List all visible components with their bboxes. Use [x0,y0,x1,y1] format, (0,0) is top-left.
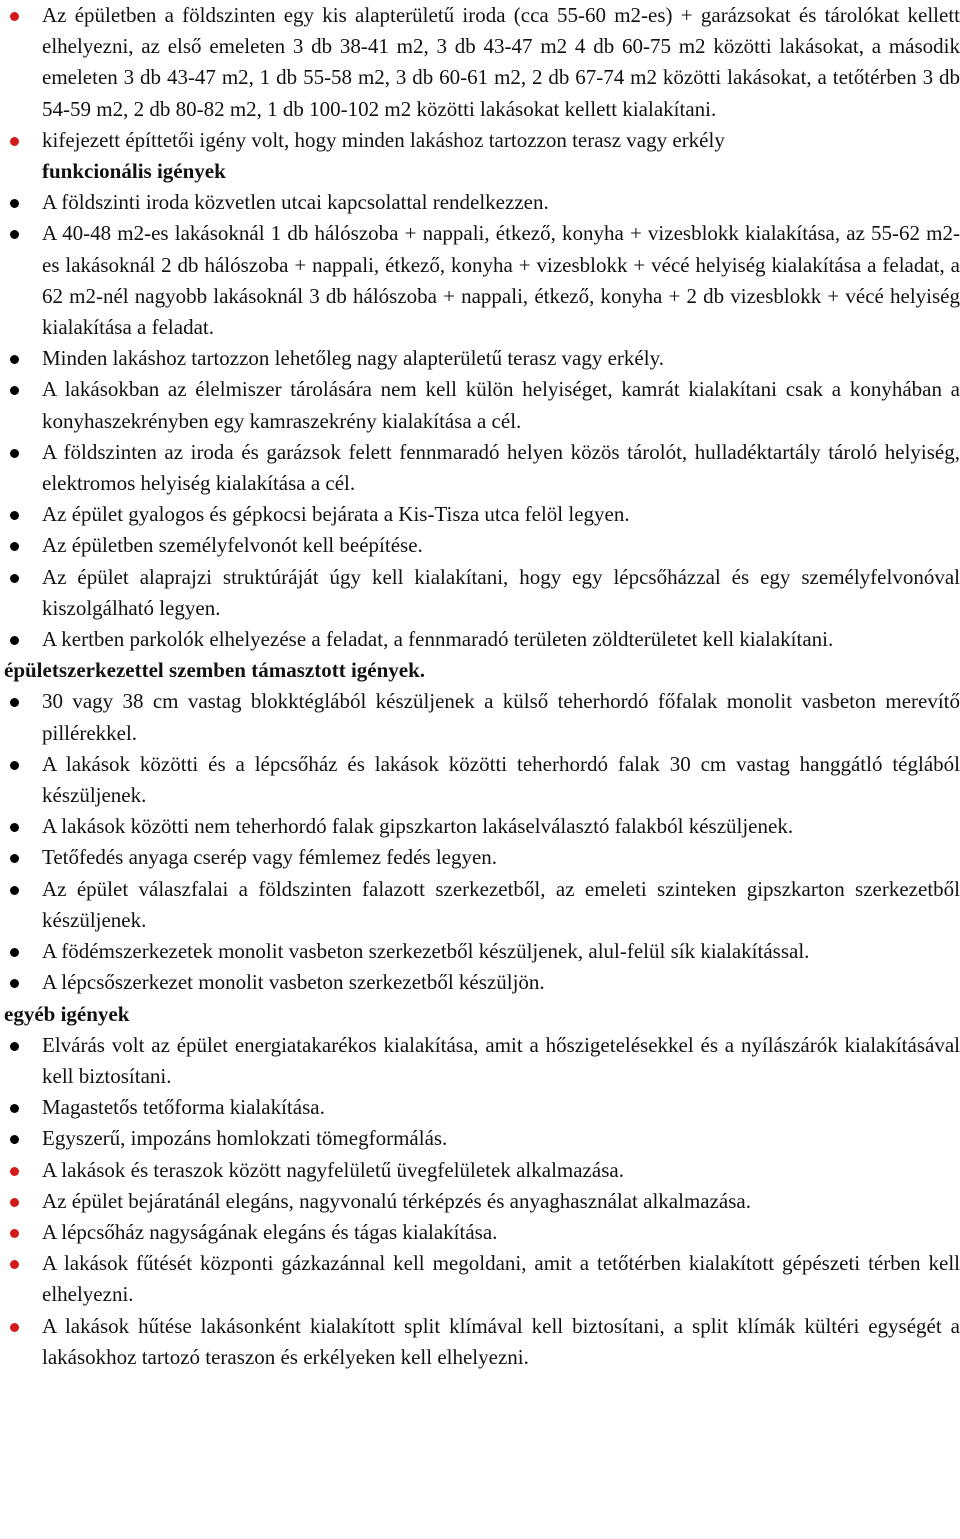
list-item-text: Elvárás volt az épület energiatakarékos kialakítása, amit a hőszigetelésekkel és a nyílászárók kialakításával kell biztosítani. [42,1032,960,1088]
bullet-icon [10,979,19,988]
red-bullet-icon [10,137,19,146]
list-item [4,125,960,156]
list-item [4,1186,960,1217]
list-item-text: A földszinten az iroda és garázsok felett fennmaradó helyen közös tárolót, hulladéktartály tároló helyiség, elektromos helyiség kialakítása a cél. [42,439,960,496]
list-item-text: A födémszerkezetek monolit vasbeton szerkezetből készüljenek, alul-felül sík kialakítással. [42,939,810,964]
list-item-text: Az épület bejáratánál elegáns, nagyvonalú térképzés és anyaghasználat alkalmazása. [42,1188,751,1213]
red-bullet-icon [10,1229,19,1238]
list-item [4,967,960,998]
list-item [4,1030,960,1092]
section-heading: egyéb igények [4,1001,130,1026]
list-item-text: A 40-48 m2-es lakásoknál 1 db hálószoba + nappali, étkező, konyha + vizesblokk kialakítása, az 55-62 m2-es lakásoknál 2 db hálószoba + nappali, étkező, konyha + vizesblokk + vécé helyiség kialakítása a feladat, a 62 m2-nél nagyobb lakásoknál 3 db hálószoba + nappali, étkező, konyha + 2 db vizesblokk + vécé helyiség kialakítása a feladat. [42,221,960,340]
list-item [4,811,960,842]
list-item-text: Az épületben személyfelvonót kell beépítése. [42,533,423,558]
list-item-text: kifejezett építtetői igény volt, hogy minden lakáshoz tartozzon terasz vagy erkély [42,127,725,152]
list-item [4,530,960,561]
section-subheading: funkcionális igények [42,159,226,184]
list-item [4,686,960,748]
bullet-icon [10,886,19,895]
list-item-text: Tetőfedés anyaga cserép vagy fémlemez fedés legyen. [42,845,498,870]
list-item-text: A földszinti iroda közvetlen utcai kapcsolattal rendelkezzen. [42,190,549,215]
bullet-icon [10,355,19,364]
bullet-icon [10,636,19,645]
bullet-icon [10,574,19,583]
list-item [4,1248,960,1310]
list-item [4,936,960,967]
red-bullet-icon [10,12,19,21]
list-item [4,624,960,655]
bullet-icon [10,230,19,239]
list-item-text: A lépcsőház nagyságának elegáns és tágas kialakítása. [42,1219,498,1244]
list-item-text: A kertben parkolók elhelyezése a feladat, a fennmaradó területen zöldterületet kell kialakítani. [42,627,834,652]
list-item-text: Az épületben a földszinten egy kis alapterületű iroda (cca 55-60 m2-es) + garázsokat és tárolókat kellett elhelyezni, az első emeleten 3 db 38-41 m2, 3 db 43-47 m2 4 db 60-75 m2 közötti lakásokat, a második emeleten 3 db 43-47 m2, 1 db 55-58 m2, 3 db 60-61 m2, 2 db 67-74 m2 közötti lakásokat, a tetőtérben 3 db 54-59 m2, 2 db 80-82 m2, 1 db 100-102 m2 közötti lakásokat kellett kialakítani. [42,3,960,121]
list-item-text: A lakások fűtését központi gázkazánnal kell megoldani, amit a tetőtérben kialakított gépészeti térben kell elhelyezni. [42,1251,960,1307]
list-item [4,1155,960,1186]
red-bullet-icon [10,1323,19,1332]
list-item-text: A lépcsőszerkezet monolit vasbeton szerkezetből készüljön. [42,970,545,995]
bullet-icon [10,761,19,770]
bullet-icon [10,1135,19,1144]
list-item [4,0,960,125]
list-item-text: Az épület válaszfalai a földszinten falazott szerkezetből, az emeleti szinteken gipszkarton szerkezetből készüljenek. [42,876,960,932]
list-item-text: A lakások közötti nem teherhordó falak gipszkarton lakáselválasztó falakból készüljenek. [42,814,794,839]
list-item [4,499,960,530]
list-item-text: A lakások hűtése lakásonként kialakított split klímával kell biztosítani, a split klímák kültéri egységét a lakásokhoz tartozó teraszon és erkélyeken kell elhelyezni. [42,1313,960,1369]
red-bullet-icon [10,1167,19,1176]
list-item-text: 30 vagy 38 cm vastag blokktéglából készüljenek a külső teherhordó főfalak monolit vasbeton merevítő pillérekkel. [42,689,960,745]
list-item [4,749,960,811]
bullet-icon [10,511,19,520]
list-item-text: Az épület alaprajzi struktúráját úgy kell kialakítani, hogy egy lépcsőházzal és egy személyfelvonóval kiszolgálható legyen. [42,564,960,620]
bullet-icon [10,948,19,957]
list-item [4,1217,960,1248]
list-item-text: A lakásokban az élelmiszer tárolására nem kell külön helyiséget, kamrát kialakítani csak a konyhában a konyhaszekrényben egy kamraszekrény kialakítása a cél. [42,377,960,433]
list-item-text: Egyszerű, impozáns homlokzati tömegformálás. [42,1126,448,1151]
list-item [4,1311,960,1373]
list-item-text: Az épület gyalogos és gépkocsi bejárata a Kis-Tisza utca felöl legyen. [42,502,630,527]
bullet-icon [10,386,19,395]
bullet-icon [10,199,19,208]
section-heading: épületszerkezettel szemben támasztott igények. [4,658,426,683]
list-item [4,1092,960,1123]
bullet-icon [10,449,19,458]
red-bullet-icon [10,1260,19,1269]
list-item-text: Magastetős tetőforma kialakítása. [42,1095,325,1120]
list-item-text: A lakások közötti és a lépcsőház és lakások közötti teherhordó falak 30 cm vastag hanggátló téglából készüljenek. [42,751,960,808]
list-item [4,218,960,343]
list-item [4,1123,960,1154]
list-item [4,874,960,936]
list-item-text: Minden lakáshoz tartozzon lehetőleg nagy alapterületű terasz vagy erkély. [42,346,664,371]
bullet-icon [10,542,19,551]
bullet-icon [10,823,19,832]
list-item [4,437,960,499]
bullet-icon [10,1104,19,1113]
bullet-icon [10,854,19,863]
list-item-text: A lakások és teraszok között nagyfelületű üvegfelületek alkalmazása. [42,1157,624,1182]
list-item [4,343,960,374]
bullet-icon [10,698,19,707]
list-item [4,842,960,873]
bullet-icon [10,1042,19,1051]
list-item [4,562,960,624]
list-item [4,187,960,218]
red-bullet-icon [10,1198,19,1207]
list-item [4,374,960,436]
